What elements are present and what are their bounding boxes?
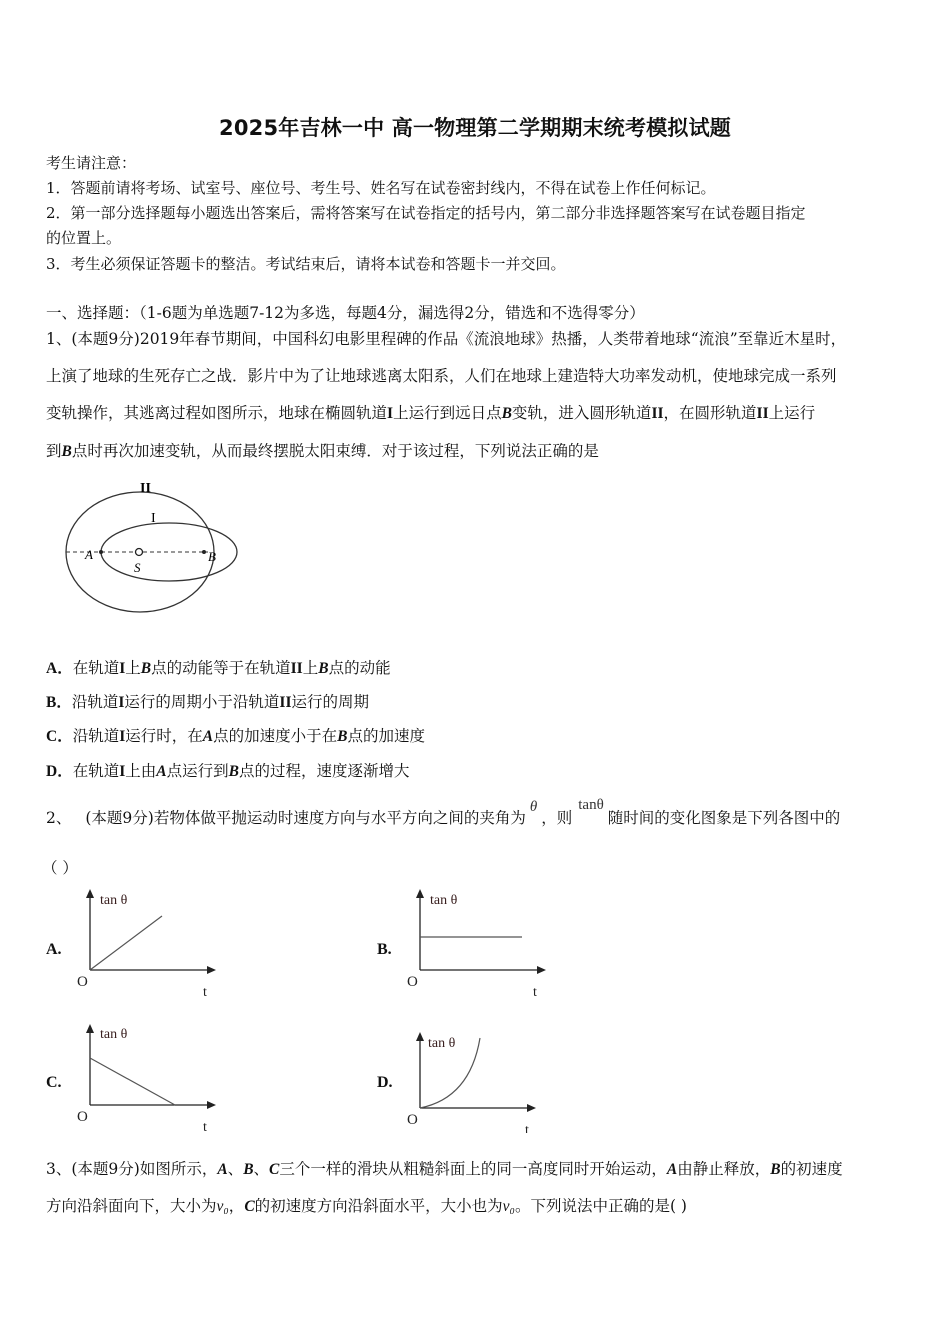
q2-graph-b[interactable] xyxy=(400,885,560,1000)
x-axis-arrow-icon xyxy=(207,1101,216,1109)
notice-item-2: 2．第一部分选择题每小题选出答案后，需将答案写在试卷指定的括号内，第二部分非选择题答案写在试卷题目指定 xyxy=(46,204,806,222)
q1-line-1 xyxy=(46,327,846,349)
svg-text:tan θ: tan θ xyxy=(430,893,458,908)
tan-theta-symbol: tanθ xyxy=(578,797,604,813)
label-s: S xyxy=(134,560,141,575)
q3-line-2: 方向沿斜面向下，大小为v₀，C的初速度方向沿斜面水平，大小也为v₀。下列说法中正确的是( ) xyxy=(46,1197,687,1215)
notice-item-1: 1．答题前请将考场、试室号、座位号、考生号、姓名写在试卷密封线内，不得在试卷上作任何标记。 xyxy=(46,179,716,197)
svg-text:t: t xyxy=(203,985,207,1000)
q1-line-3: 变轨操作，其逃离过程如图所示，地球在椭圆轨道I上运行到远日点B变轨，进入圆形轨道II，在圆形轨道II上运行 xyxy=(46,404,816,422)
q2-option-b-label[interactable]: B. xyxy=(377,941,392,958)
svg-text:O: O xyxy=(407,974,418,990)
q1-option-a[interactable]: A．在轨道I上B点的动能等于在轨道II上B点的动能 xyxy=(46,659,391,677)
notice-item-2-cont: 的位置上。 xyxy=(46,229,122,247)
q2-graph-c[interactable] xyxy=(70,1018,230,1133)
point-a-dot xyxy=(99,550,103,554)
q3-line-1: 3、(本题9分)如图所示，A、B、C三个一样的滑块从粗糙斜面上的同一高度同时开始运动，A由静止释放，B的初速度 xyxy=(46,1160,843,1178)
q1-text-1: 2019年春节期间，中国科幻电影里程碑的作品《流浪地球》热播，人类带着地球“流浪”至靠近木星时， xyxy=(139,330,847,348)
q2-answer-blank[interactable]: （ ） xyxy=(42,859,78,877)
q2-option-c-label[interactable]: C. xyxy=(46,1074,62,1091)
theta-symbol: θ xyxy=(529,799,538,815)
page-title: 2025年吉林一中 高一物理第二学期期末统考模拟试题 xyxy=(219,116,731,140)
svg-text:tan θ: tan θ xyxy=(428,1036,456,1051)
notice-heading: 考生请注意： xyxy=(46,154,137,172)
increasing-line xyxy=(90,916,162,970)
svg-text:tan θ: tan θ xyxy=(100,893,128,908)
label-i: I xyxy=(151,511,156,526)
x-axis-arrow-icon xyxy=(527,1104,536,1112)
svg-text:tan θ: tan θ xyxy=(100,1027,128,1042)
sun-icon xyxy=(136,549,143,556)
svg-text:O: O xyxy=(407,1112,418,1128)
y-axis-arrow-icon xyxy=(86,1024,94,1033)
q2-option-a-label[interactable]: A. xyxy=(46,941,62,958)
label-a: A xyxy=(85,547,93,562)
q1-option-c[interactable]: C．沿轨道I运行时，在A点的加速度小于在B点的加速度 xyxy=(46,727,425,745)
section-heading: 一、选择题：（1-6题为单选题7-12为多选，每题4分，漏选得2分，错选和不选得零分） xyxy=(46,304,645,322)
orbit-i-ellipse xyxy=(101,523,237,581)
label-ii: II xyxy=(140,481,151,496)
x-axis-arrow-icon xyxy=(537,966,546,974)
q2-option-d-label[interactable]: D. xyxy=(377,1074,393,1091)
y-axis-arrow-icon xyxy=(86,889,94,898)
notice-item-3: 3．考生必须保证答题卡的整洁。考试结束后，请将本试卷和答题卡一并交回。 xyxy=(46,255,566,273)
q1-option-b[interactable]: B．沿轨道I运行的周期小于沿轨道II运行的周期 xyxy=(46,693,370,711)
point-b-dot xyxy=(202,550,206,554)
q1-prefix: 1、(本题9分) xyxy=(46,330,140,348)
svg-text:t: t xyxy=(525,1123,529,1133)
svg-text:t: t xyxy=(533,985,537,1000)
q1-option-d[interactable]: D．在轨道I上由A点运行到B点的过程，速度逐渐增大 xyxy=(46,762,410,780)
q2-line-1: 2、 (本题9分)若物体做平抛运动时速度方向与水平方向之间的夹角为$^\theta$，则$^{tan\theta}$随时间的变化图象是下列各图中的 xyxy=(46,797,841,828)
decreasing-line xyxy=(90,1058,175,1105)
svg-text:t: t xyxy=(203,1120,207,1133)
q2-graph-a[interactable] xyxy=(70,885,230,1000)
svg-text:O: O xyxy=(77,1109,88,1125)
y-axis-arrow-icon xyxy=(416,1032,424,1041)
y-axis-arrow-icon xyxy=(416,889,424,898)
label-b: B xyxy=(208,549,216,564)
q1-line-2: 上演了地球的生死存亡之战．影片中为了让地球逃离太阳系，人们在地球上建造特大功率发动机，使地球完成一系列 xyxy=(46,367,837,385)
q1-line-4: 到B点时再次加速变轨，从而最终摆脱太阳束缚．对于该过程，下列说法正确的是 xyxy=(46,442,599,460)
q2-graph-d[interactable] xyxy=(400,1018,560,1133)
orbit-diagram xyxy=(40,470,240,620)
svg-text:O: O xyxy=(77,974,88,990)
x-axis-arrow-icon xyxy=(207,966,216,974)
